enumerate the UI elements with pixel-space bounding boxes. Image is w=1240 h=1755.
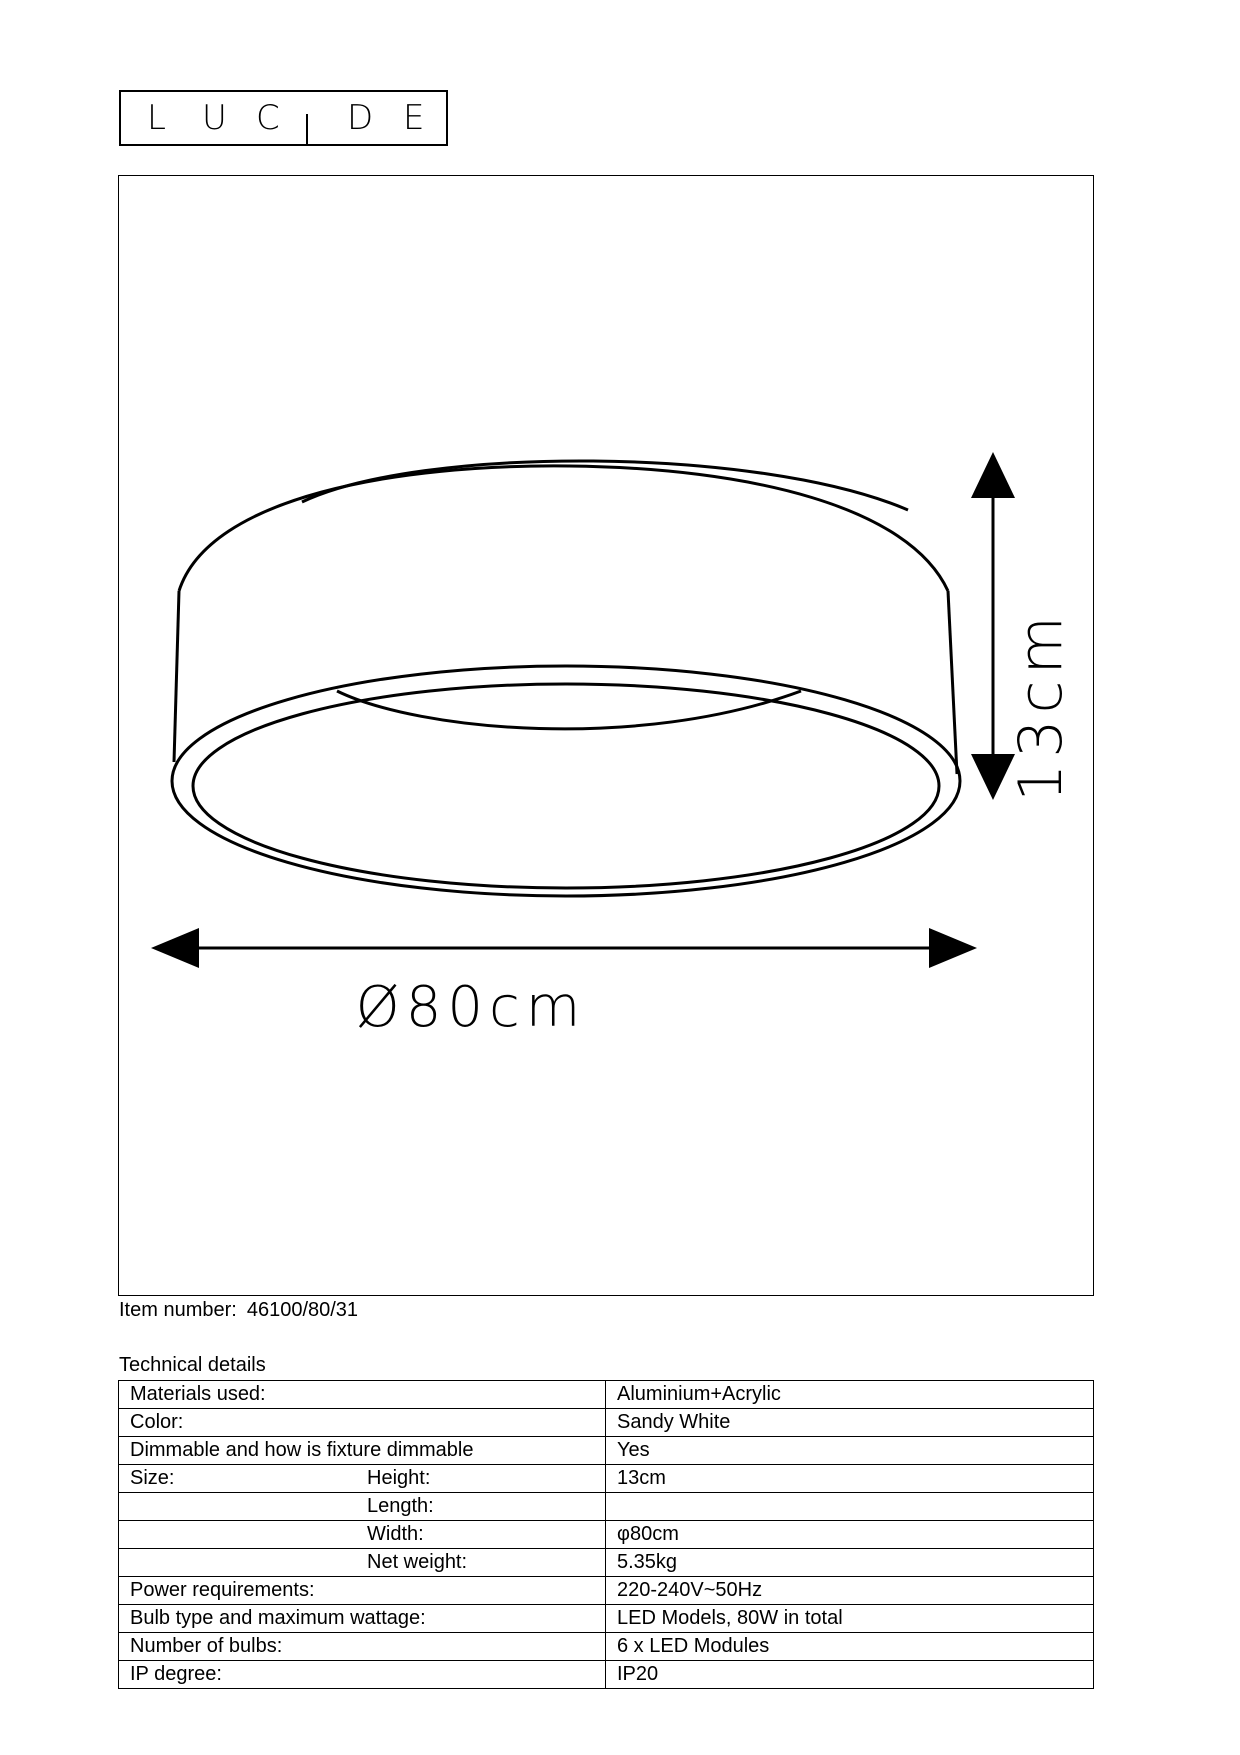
spec-value: 13cm — [606, 1465, 1094, 1493]
brand-logo — [119, 90, 448, 146]
spec-value — [606, 1493, 1094, 1521]
spec-row — [119, 1409, 1094, 1437]
spec-value: Yes — [606, 1437, 1094, 1465]
spec-row — [119, 1633, 1094, 1661]
spec-label-cell — [119, 1409, 606, 1437]
lamp-inner-edge — [337, 691, 801, 729]
spec-value: 5.35kg — [606, 1549, 1094, 1577]
item-number-value: 46100/80/31 — [246, 1299, 359, 1321]
spec-label: IP degree: — [130, 1663, 222, 1685]
item-number-label: Item number: — [119, 1299, 237, 1321]
spec-label-cell — [119, 1633, 606, 1661]
logo-letter: U — [202, 98, 227, 138]
spec-row — [119, 1437, 1094, 1465]
logo-letter: C — [256, 98, 280, 138]
spec-sublabel: Width: — [367, 1523, 424, 1545]
spec-label-cell — [119, 1549, 606, 1577]
diameter-dimension-arrow — [151, 928, 977, 968]
spec-row — [119, 1661, 1094, 1689]
spec-sublabel: Height: — [367, 1467, 431, 1489]
spec-value: IP20 — [606, 1661, 1094, 1689]
spec-label-cell — [119, 1493, 606, 1521]
spec-value: Sandy White — [606, 1409, 1094, 1437]
logo-letter-i-stroke — [306, 114, 308, 146]
lamp-bottom-outer-ring — [172, 666, 960, 896]
spec-label: Bulb type and maximum wattage: — [130, 1607, 426, 1629]
technical-details-title: Technical details — [119, 1354, 266, 1376]
spec-label: Color: — [130, 1411, 184, 1433]
height-label: 13cm — [1006, 610, 1076, 802]
lamp-bottom-inner-ring — [193, 684, 939, 888]
spec-label-cell — [119, 1605, 606, 1633]
spec-value: Aluminium+Acrylic — [606, 1381, 1094, 1409]
spec-label: Power requirements: — [130, 1579, 315, 1601]
spec-row — [119, 1521, 1094, 1549]
spec-value: 6 x LED Modules — [606, 1633, 1094, 1661]
spec-row — [119, 1465, 1094, 1493]
technical-details-table — [118, 1380, 1094, 1689]
spec-label: Dimmable and how is fixture dimmable — [130, 1439, 474, 1461]
spec-label-cell — [119, 1465, 606, 1493]
spec-label-cell — [119, 1437, 606, 1465]
spec-row — [119, 1381, 1094, 1409]
item-number — [119, 1296, 358, 1324]
logo-letter: D — [347, 98, 374, 138]
spec-label-cell — [119, 1521, 606, 1549]
ceiling-lamp-drawing — [119, 176, 1095, 1297]
spec-row — [119, 1549, 1094, 1577]
spec-value: φ80cm — [606, 1521, 1094, 1549]
product-drawing-frame — [118, 175, 1094, 1296]
spec-label: Number of bulbs: — [130, 1635, 283, 1657]
spec-label: Materials used: — [130, 1383, 266, 1405]
logo-letter: L — [147, 98, 166, 138]
spec-row — [119, 1605, 1094, 1633]
spec-label-cell — [119, 1577, 606, 1605]
spec-value: LED Models, 80W in total — [606, 1605, 1094, 1633]
lamp-left-side — [174, 591, 179, 762]
spec-label: Size: — [130, 1467, 175, 1489]
logo-letter: E — [403, 98, 425, 138]
spec-row — [119, 1493, 1094, 1521]
spec-row — [119, 1577, 1094, 1605]
diameter-label: Ø80cm — [355, 975, 587, 1040]
spec-sublabel: Net weight: — [367, 1551, 468, 1573]
spec-label-cell — [119, 1661, 606, 1689]
spec-value: 220-240V~50Hz — [606, 1577, 1094, 1605]
spec-sublabel: Length: — [367, 1495, 434, 1517]
spec-label-cell — [119, 1381, 606, 1409]
lamp-right-side — [948, 591, 957, 774]
